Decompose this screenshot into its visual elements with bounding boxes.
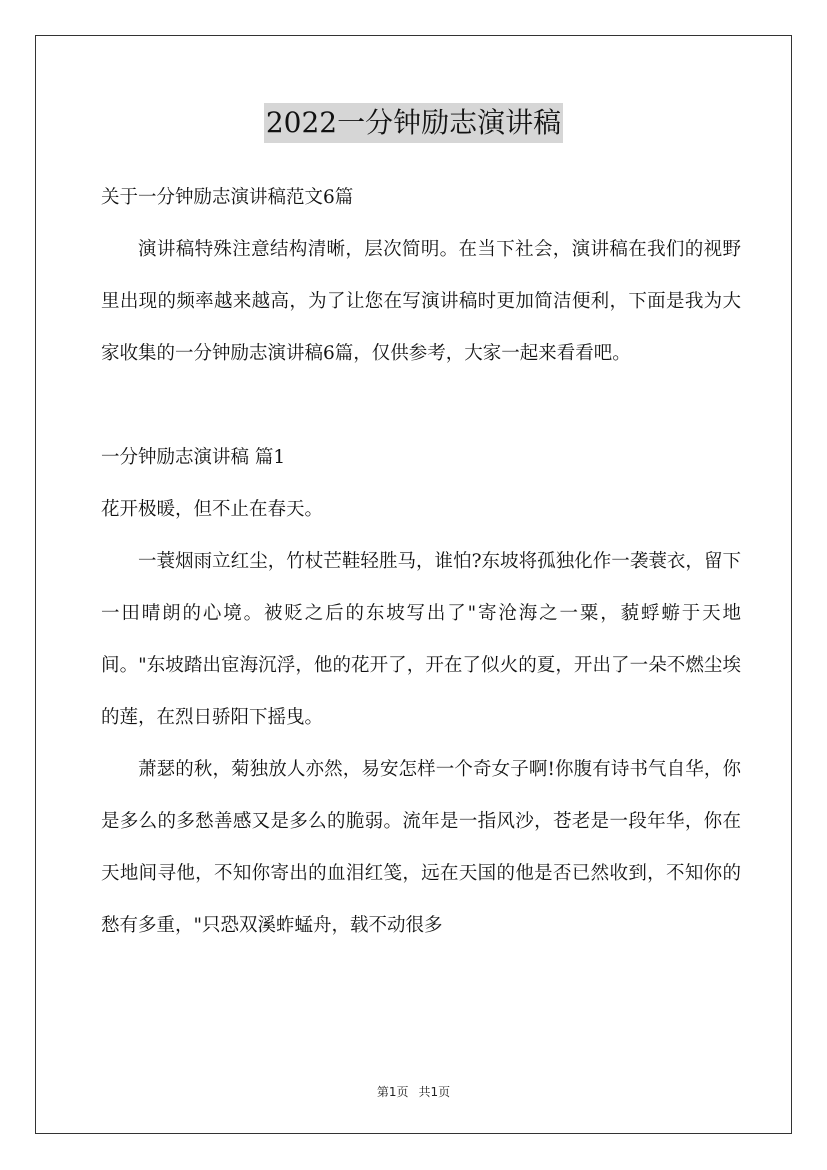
document-subtitle: 关于一分钟励志演讲稿范文6篇 [101, 187, 354, 208]
title-container [0, 103, 827, 143]
document-body [101, 172, 741, 952]
page-footer [0, 1083, 827, 1100]
section-first-line: 花开极暖，但不止在春天。 [101, 499, 324, 520]
spacer [101, 380, 741, 432]
document-title: 2022一分钟励志演讲稿 [264, 103, 563, 143]
body-paragraph-1: 一蓑烟雨立红尘，竹杖芒鞋轻胜马，谁怕?东坡将孤独化作一袭蓑衣，留下一田晴朗的心境。被贬之后的东坡写出了"寄沧海之一粟，藐蜉蝣于天地间。"东坡踏出宦海沉浮，他的花开了，开在了似火的夏，开出了一朵不燃尘埃的莲，在烈日骄阳下摇曳。 [101, 551, 741, 728]
section-heading: 一分钟励志演讲稿 篇1 [101, 447, 286, 468]
body-paragraph-2: 萧瑟的秋，菊独放人亦然，易安怎样一个奇女子啊!你腹有诗书气自华，你是多么的多愁善感又是多么的脆弱。流年是一指风沙，苍老是一段年华，你在天地间寻他，不知你寄出的血泪红笺，远在天国的他是否已然收到，不知你的愁有多重，"只恐双溪蚱蜢舟，载不动很多 [101, 759, 741, 936]
page-total: 共1页 [418, 1085, 451, 1099]
intro-paragraph: 演讲稿特殊注意结构清晰，层次简明。在当下社会，演讲稿在我们的视野里出现的频率越来越高，为了让您在写演讲稿时更加简洁便利，下面是我为大家收集的一分钟励志演讲稿6篇，仅供参考，大家一起来看看吧。 [101, 239, 741, 364]
page-number: 第1页 [376, 1085, 409, 1099]
